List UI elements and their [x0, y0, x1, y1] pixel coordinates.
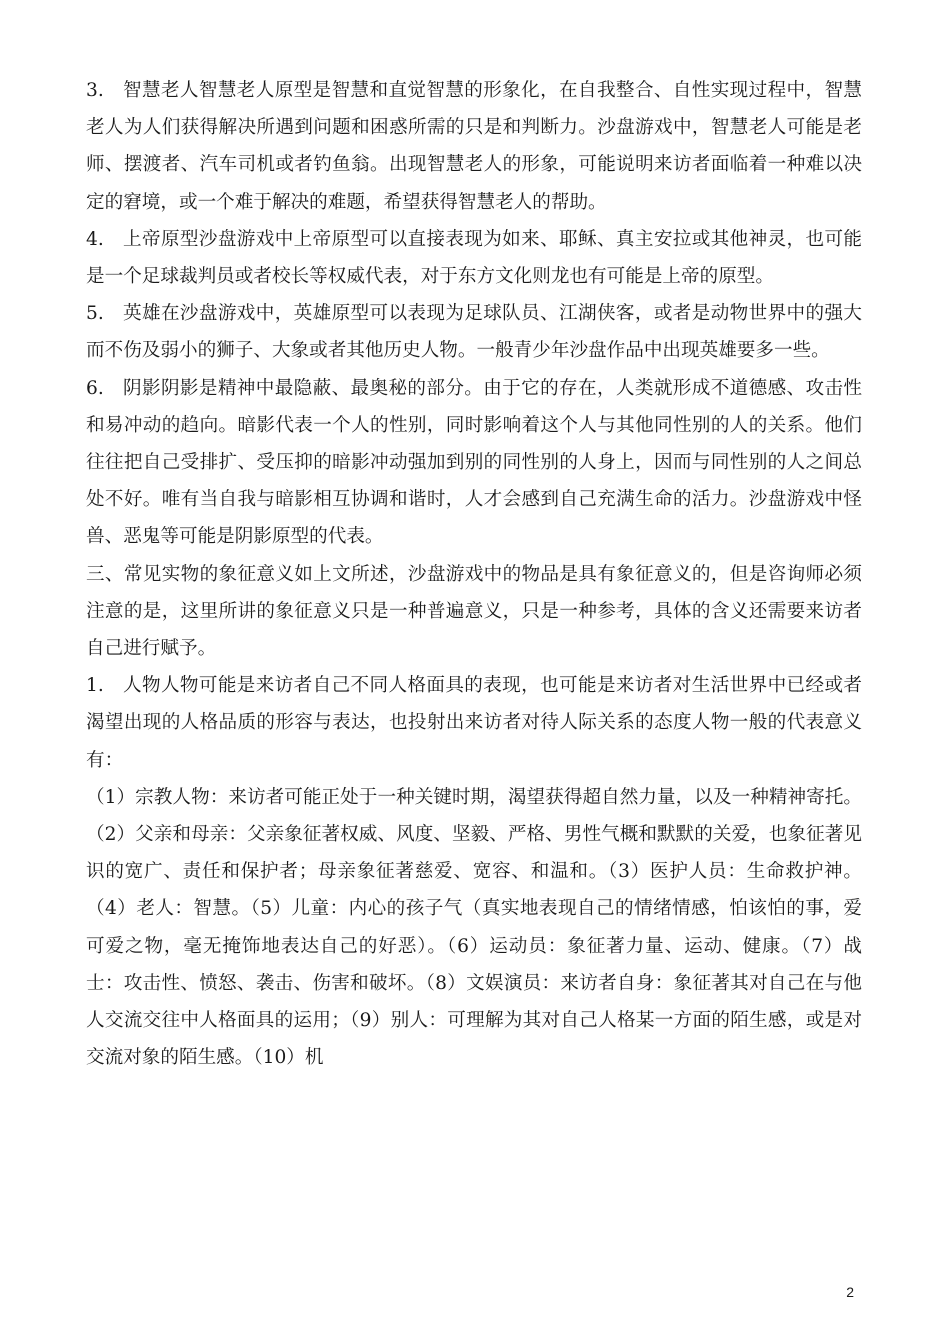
paragraph-wise-old-man: 3. 智慧老人智慧老人原型是智慧和直觉智慧的形象化，在自我整合、自性实现过程中，智慧老人为人们获得解决所遇到问题和困惑所需的只是和判断力。沙盘游戏中，智慧老人可能是老师、摆渡者、汽车司机或者钓鱼翁。出现智慧老人的形象，可能说明来访者面临着一种难以决定的窘境，或一个难于解决的难题，希望获得智慧老人的帮助。	[86, 80, 862, 213]
paragraph-section-three: 三、常见实物的象征意义如上文所述，沙盘游戏中的物品是具有象征意义的，但是咨询师必须注意的是，这里所讲的象征意义只是一种普遍意义，只是一种参考，具体的含义还需要来访者自己进行赋予。	[86, 563, 862, 660]
body-text	[86, 72, 862, 1076]
page-number: 2	[846, 1284, 854, 1300]
paragraph-figure-meanings: （1）宗教人物：来访者可能正处于一种关键时期，渴望获得超自然力量，以及一种精神寄托。（2）父亲和母亲：父亲象征著权威、风度、坚毅、严格、男性气概和默默的关爱，也象征著见识的宽广、责任和保护者；母亲象征著慈爱、宽容、和温和。（3）医护人员：生命救护神。（4）老人：智慧。（5）儿童：内心的孩子气（真实地表现自己的情绪情感，怕该怕的事，爱可爱之物，毫无掩饰地表达自己的好恶）。（6）运动员：象征著力量、运动、健康。（7）战士：攻击性、愤怒、袭击、伤害和破坏。（8）文娱演员：来访者自身：象征著其对自己在与他人交流交往中人格面具的运用；（9）别人：可理解为其对自己人格某一方面的陌生感，或是对交流对象的陌生感。（10）机	[86, 786, 862, 1069]
paragraph-shadow: 6. 阴影阴影是精神中最隐蔽、最奥秘的部分。由于它的存在，人类就形成不道德感、攻击性和易冲动的趋向。暗影代表一个人的性别，同时影响着这个人与其他同性别的人的关系。他们往往把自己受排扩、受压抑的暗影冲动强加到别的同性别的人身上，因而与同性别的人之间总处不好。唯有当自我与暗影相互协调和谐时，人才会感到自己充满生命的活力。沙盘游戏中怪兽、恶鬼等可能是阴影原型的代表。	[86, 377, 862, 548]
paragraph-figures: 1. 人物人物可能是来访者自己不同人格面具的表现，也可能是来访者对生活世界中已经或者渴望出现的人格品质的形容与表达，也投射出来访者对待人际关系的态度人物一般的代表意义有：	[86, 675, 862, 771]
paragraph-god-archetype: 4. 上帝原型沙盘游戏中上帝原型可以直接表现为如来、耶稣、真主安拉或其他神灵，也可能是一个足球裁判员或者校长等权威代表，对于东方文化则龙也有可能是上帝的原型。	[86, 228, 862, 288]
paragraph-hero: 5. 英雄在沙盘游戏中，英雄原型可以表现为足球队员、江湖侠客，或者是动物世界中的强大而不伤及弱小的狮子、大象或者其他历史人物。一般青少年沙盘作品中出现英雄要多一些。	[86, 303, 862, 362]
